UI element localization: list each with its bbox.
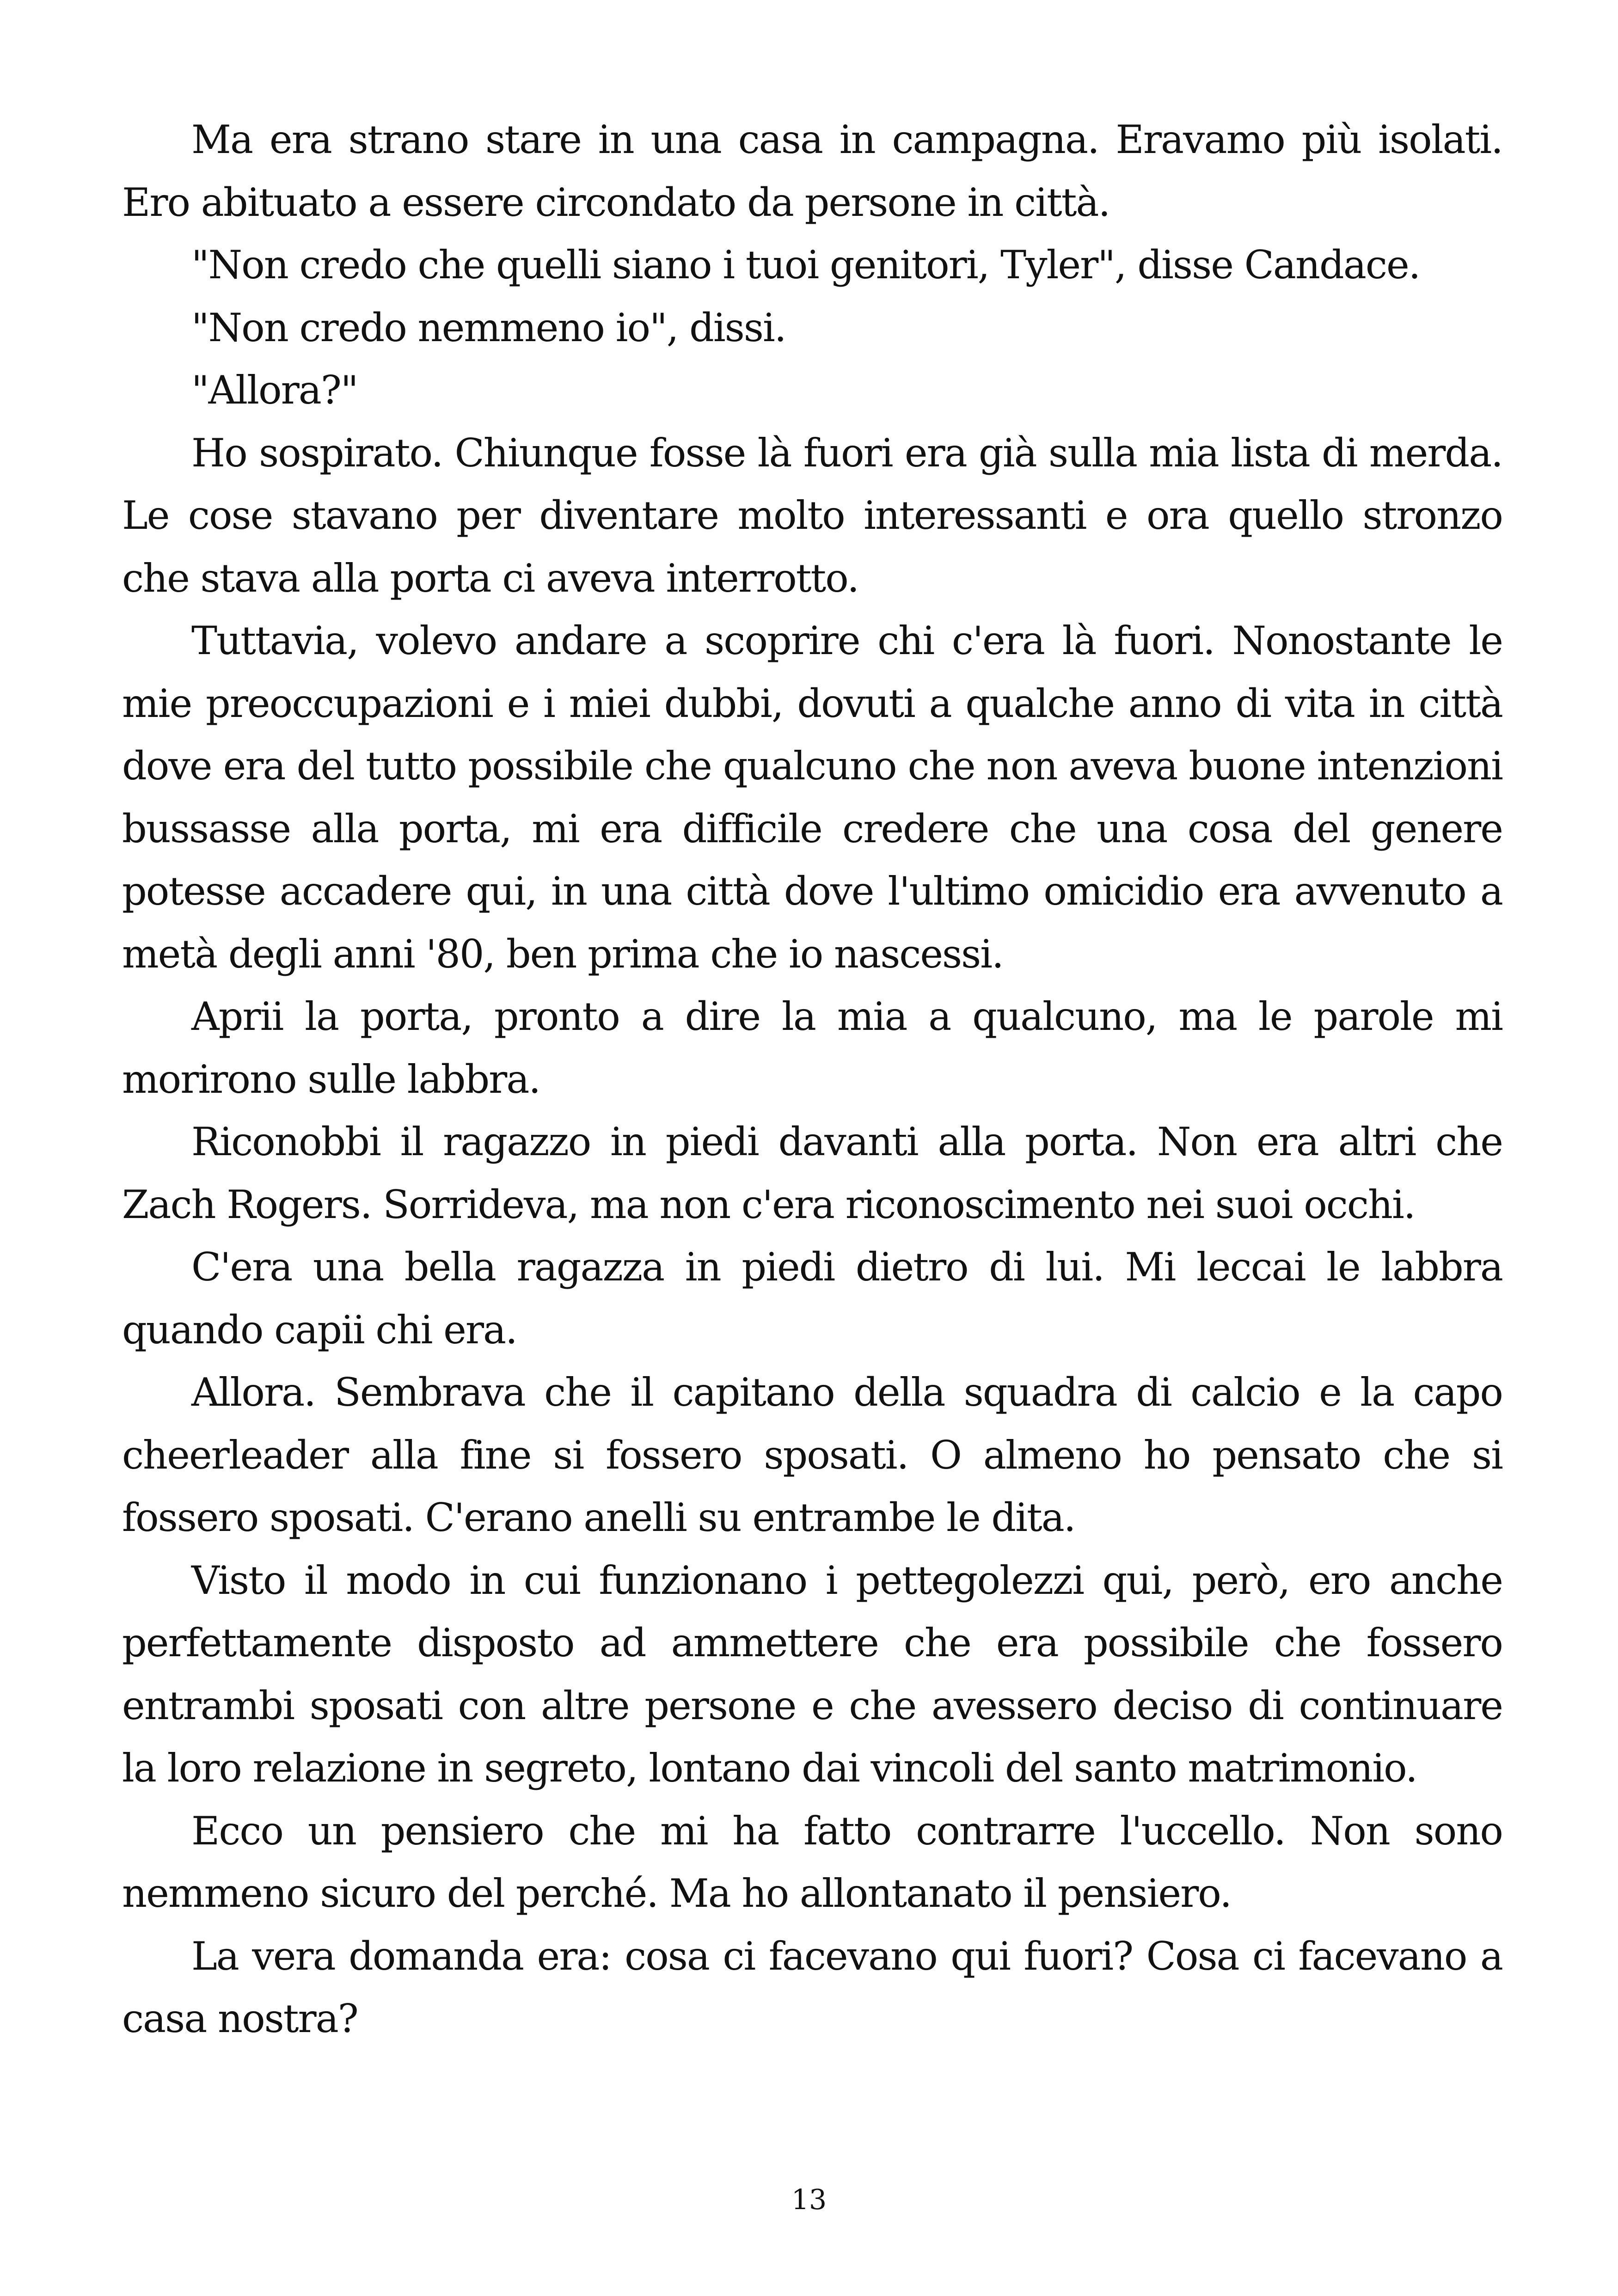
paragraph: C'era una bella ragazza in piedi dietro di lui. Mi leccai le labbra quando capii chi era. <box>122 1244 1502 1353</box>
paragraph: Ho sospirato. Chiunque fosse là fuori era già sulla mia lista di merda. Le cose stavano per diventare molto interessanti e ora quello stronzo che stava alla porta ci aveva interrotto. <box>122 430 1502 601</box>
paragraph: Riconobbi il ragazzo in piedi davanti alla porta. Non era altri che Zach Rogers. Sorrideva, ma non c'era riconoscimento nei suoi occhi. <box>122 1119 1502 1227</box>
paragraph: "Non credo che quelli siano i tuoi genitori, Tyler", disse Candace. <box>191 242 1420 288</box>
paragraph: Ecco un pensiero che mi ha fatto contrarre l'uccello. Non sono nemmeno sicuro del perché. Ma ho allontanato il pensiero. <box>122 1808 1502 1916</box>
page-number: 13 <box>791 2184 827 2216</box>
body-text <box>122 109 1502 2051</box>
paragraph: La vera domanda era: cosa ci facevano qui fuori? Cosa ci facevano a casa nostra? <box>122 1933 1502 2041</box>
paragraph: Allora. Sembrava che il capitano della squadra di calcio e la capo cheerleader alla fine si fossero sposati. O almeno ho pensato che si fossero sposati. C'erano anelli su entrambe le dita. <box>122 1370 1502 1540</box>
paragraph: "Allora?" <box>191 367 358 413</box>
paragraph: Ma era strano stare in una casa in campagna. Eravamo più isolati. Ero abituato a essere circondato da persone in città. <box>122 117 1502 225</box>
paragraph: "Non credo nemmeno io", dissi. <box>191 305 786 350</box>
paragraph: Visto il modo in cui funzionano i pettegolezzi qui, però, ero anche perfettamente disposto ad ammettere che era possibile che fossero entrambi sposati con altre persone e che avessero deciso di continuare la loro relazione in segreto, lontano dai vincoli del santo matrimonio. <box>122 1557 1502 1791</box>
paragraph: Tuttavia, volevo andare a scoprire chi c'era là fuori. Nonostante le mie preoccupazioni e i miei dubbi, dovuti a qualche anno di vita in città dove era del tutto possibile che qualcuno che non aveva buone intenzioni bussasse alla porta, mi era difficile credere che una cosa del genere potesse accadere qui, in una città dove l'ultimo omicidio era avvenuto a metà degli anni '80, ben prima che io nascessi. <box>122 618 1502 977</box>
paragraph: Aprii la porta, pronto a dire la mia a qualcuno, ma le parole mi morirono sulle labbra. <box>122 994 1502 1102</box>
